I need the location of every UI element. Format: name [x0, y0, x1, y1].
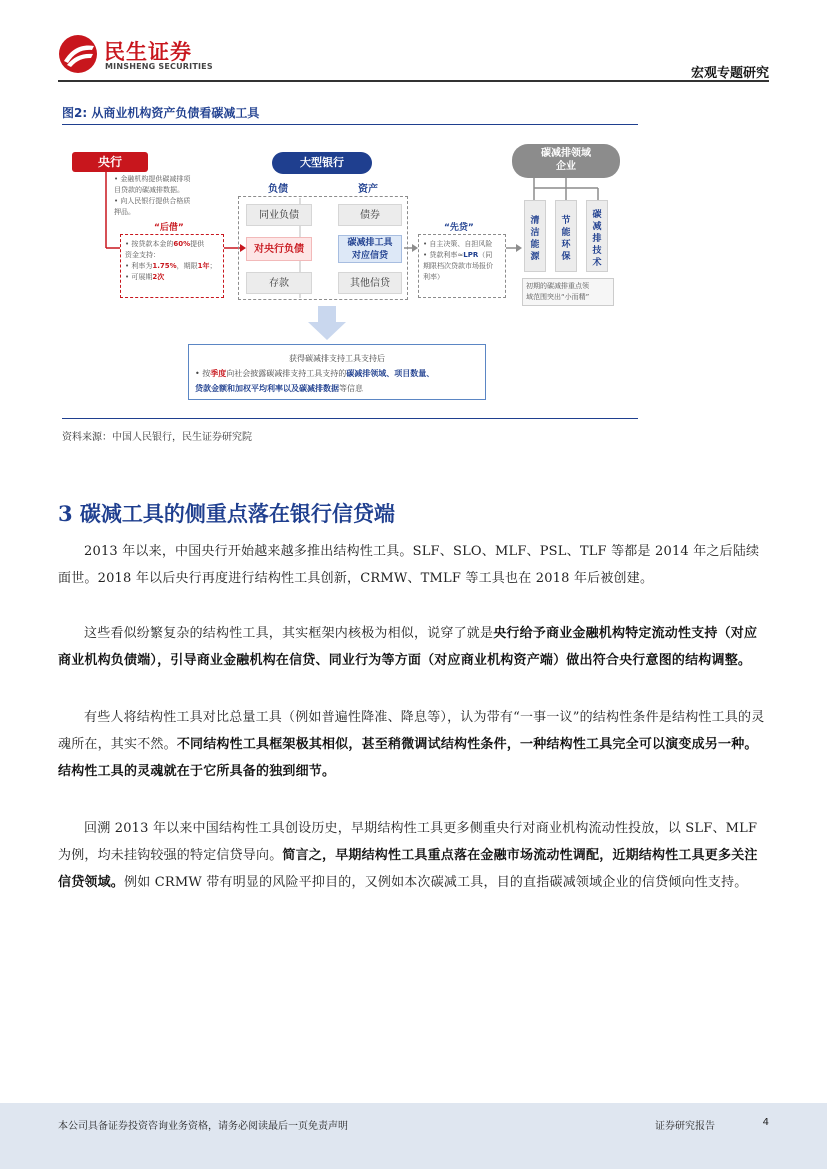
figure-top-rule [62, 124, 638, 125]
interbank-liability-cell: 同业负债 [246, 204, 312, 226]
support-box [188, 344, 486, 400]
loan-terms-box: • 自主决策、自担风险 • 贷款利率≈LPR（同 期限档次贷款市场报价 利率） [418, 234, 506, 298]
diagram [62, 126, 638, 416]
field-note: 初期的碳减排重点领 域范围突出“小而精” [522, 278, 614, 306]
support-line-2: 贷款金额和加权平均利率以及碳减排数据等信息 [195, 384, 363, 393]
central-bank-label: 央行 [72, 152, 148, 172]
figure-source: 资料来源：中国人民银行，民生证券研究院 [62, 432, 252, 443]
carbon-field-label: 碳减排领域 企业 [512, 144, 620, 178]
logo [58, 34, 218, 74]
figure-bottom-rule [62, 418, 638, 419]
header-divider [58, 80, 769, 82]
minsheng-logo-icon [58, 34, 98, 74]
logo-en: MINSHENG SECURITIES [105, 62, 213, 71]
footer [0, 1103, 827, 1169]
footer-disclaimer: 本公司具备证券投资咨询业务资格，请务必阅读最后一页免责声明 [58, 1121, 348, 1132]
central-liability-cell: 对央行负债 [246, 237, 312, 261]
xiandai-label: “先贷” [444, 223, 474, 233]
asset-label: 资产 [358, 184, 378, 195]
page-number: 4 [762, 1117, 769, 1128]
section-title: 3 碳减工具的侧重点落在银行信贷端 [58, 501, 395, 526]
support-title: 获得碳减排支持工具支持后 [289, 354, 385, 363]
paragraph-3: 有些人将结构性工具对比总量工具（例如普遍性降准、降息等），认为带有“一事一议”的结构性条件是结构性工具的灵魂所在，其实不然。不同结构性工具框架极其相似，甚至稍微调试结构性条件，一种结构性工具完全可以演变成另一种。结构性工具的灵魂就在于它所具备的独到细节。 [58, 710, 765, 779]
big-bank-label: 大型银行 [272, 152, 372, 174]
footer-report-label: 证券研究报告 [655, 1121, 715, 1132]
houpai-label: “后借” [154, 223, 184, 233]
carbon-tech-cell: 碳 减 排 技 术 [586, 200, 608, 272]
deposits-cell: 存款 [246, 272, 312, 294]
carbon-loan-cell: 碳减排工具 对应信贷 [338, 235, 402, 263]
energy-saving-cell: 节 能 环 保 [555, 200, 577, 272]
bonds-cell: 债券 [338, 204, 402, 226]
logo-cn: 民生证券 [104, 40, 192, 64]
report-type: 宏观专题研究 [690, 66, 769, 81]
central-bank-notes: • 金融机构提供碳减排项 目贷款的碳减排数据。 • 向人民银行提供合格质 押品。 [114, 175, 191, 216]
liability-label: 负债 [268, 184, 288, 195]
paragraph-4: 回溯 2013 年以来中国结构性工具创设历史，早期结构性工具更多侧重央行对商业机构流动性投放，以 SLF、MLF 为例，均未挂钩较强的特定信贷导向。简言之，早期结构性工具重点落在金融市场流动性调配，近期结构性工具更多关注信贷领域。例如 CRMW 带有明显的风险平抑目的，又例如本次碳减工具，目的直指碳减领域企业的信贷倾向性支持。 [58, 821, 758, 890]
terms-box: • 按贷款本金的60%提供 资金支持： • 利率为1.75%，期限1年； • 可展期2次 [120, 234, 224, 298]
paragraph-1: 2013 年以来，中国央行开始越来越多推出结构性工具。SLF、SLO、MLF、PSL、TLF 等都是 2014 年之后陆续面世。2018 年以后央行再度进行结构性工具创新，CRMW、TMLF 等工具也在 2018 年后被创建。 [58, 544, 760, 586]
figure-title: 图2: 从商业机构资产负债看碳减工具 [62, 106, 260, 120]
other-loans-cell: 其他信贷 [338, 272, 402, 294]
support-line-1: • 按季度向社会披露碳减排支持工具支持的碳减排领域、项目数量、 [195, 369, 435, 378]
paragraph-2: 这些看似纷繁复杂的结构性工具，其实框架内核极为相似，说穿了就是央行给予商业金融机构特定流动性支持（对应商业机构负债端），引导商业金融机构在信贷、同业行为等方面（对应商业机构资产端）做出符合央行意图的结构调整。 [58, 626, 758, 668]
clean-energy-cell: 清 洁 能 源 [524, 200, 546, 272]
